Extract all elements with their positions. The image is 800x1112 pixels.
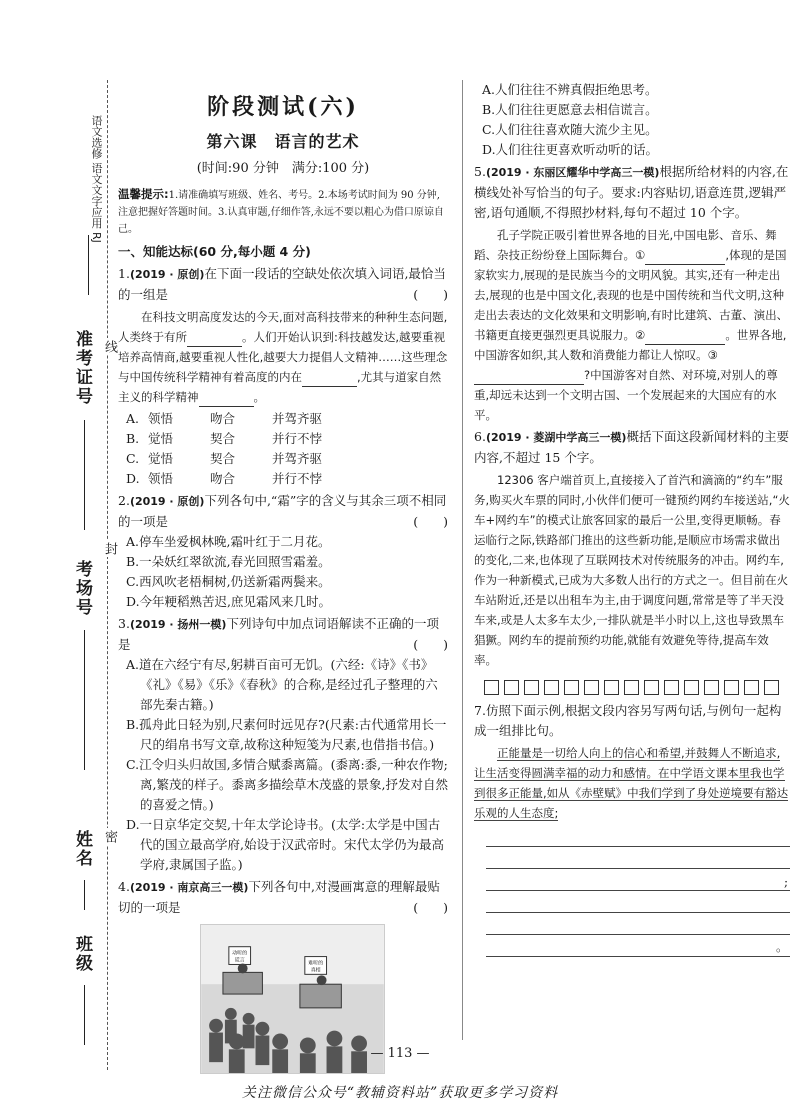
answer-grid	[484, 680, 784, 695]
time-info: (时间:90 分钟 满分:100 分)	[196, 161, 370, 176]
answer-box[interactable]	[564, 680, 579, 695]
passage-text: 孔子学院正吸引着世界各地的目光,中国电影、音乐、舞蹈、杂技正纷纷登上国际舞台。①	[474, 228, 777, 262]
left-column	[118, 80, 448, 1077]
answer-line[interactable]	[486, 869, 790, 891]
question-6-passage: 12306 客户端首页上,直接接入了首汽和滴滴的“约车”服务,购买火车票的同时,小伙伴们便可一键预约网约车接送站,“火车+网约车”的模式让旅客回家的最后一公里,变得更顺畅。春运临行之际,铁路部门推出的这些新功能,是顺应市场需求做出的变化,二来,也体现了互联网技术对传统服务的冲击。网约车,作为一种新模式,已成为大多数人出行的方式之一。但目前在火车站附近,还是以出租车为主,由于调度问题,常常是等了半天没车来,或是人太多车太少,一排队就是半小时以上,这也导致黑车猖獗。网约车的提前预约功能,就能有效避免等待,提高车效率。	[474, 473, 790, 667]
question-7	[474, 701, 790, 741]
page-title: 阶段测试(六)	[207, 94, 359, 120]
sign-lies: 动听的	[232, 950, 248, 957]
fill-blank-3[interactable]	[474, 371, 584, 385]
answer-line[interactable]	[486, 913, 790, 935]
passage-text: 正能量是一切给人向上的信心和希望,并鼓舞人不断追求,让生活变得圆满幸福的动力和感情。在中学语文课本里我也学到很多正能量,如从《赤壁赋》中我们学到了身处逆境要有豁达乐观的人生态度;	[474, 746, 789, 820]
passage-text: 。人们开始认识到:科技越发达,越要重视培养高情商,越要重视人性化,越要大力提倡人文精神……这些理念与中国传统科学精神有着高度的内在	[118, 330, 448, 384]
question-stem: 下列各句中,“霜”字的含义与其余三项不相同的一项是	[118, 493, 447, 529]
answer-box[interactable]	[544, 680, 559, 695]
option-c[interactable]: C. 觉悟 契合 并驾齐驱	[126, 451, 323, 466]
question-number: 5.	[474, 164, 486, 179]
option-a[interactable]: A.道在六经宁有尽,躬耕百亩可无饥。(六经:《诗》《书》《礼》《易》《乐》《春秋》的合称,是经过孔子整理的六部先秦古籍。)	[126, 657, 438, 712]
passage-text: 。	[253, 390, 265, 404]
answer-line[interactable]	[486, 891, 790, 913]
sign-truth: 难听的	[308, 960, 324, 967]
seal-mi: 密	[102, 830, 117, 843]
passage-text: ,体现的是国家软实力,展现的是民族当今的文明风貌。其实,还有一种走出去,展现的也是中国文化,表现的也是中国传统和当代文明,这种走出去表达的文化效果和文明影响,有时比建筑、古董、演出、书籍更直接更强烈更具说服力。②	[474, 248, 789, 342]
question-source: (2019 · 菱湖中学高三一模)	[485, 431, 627, 444]
binding-margin	[0, 0, 117, 1080]
answer-bracket[interactable]: ( )	[413, 637, 448, 652]
question-source: (2019 · 东丽区耀华中学高三一模)	[485, 166, 660, 179]
seal-feng: 封	[102, 542, 117, 555]
answer-box[interactable]	[484, 680, 499, 695]
question-5	[474, 162, 790, 223]
q4-option-a[interactable]: A.人们往往不辨真假拒绝思考。	[482, 82, 658, 97]
answer-bracket[interactable]: ( )	[413, 287, 448, 302]
cut-line	[107, 80, 108, 1070]
answer-box[interactable]	[524, 680, 539, 695]
semicolon-mark: ;	[783, 875, 788, 889]
option-d[interactable]: D. 领悟 吻合 并行不悖	[126, 471, 323, 486]
period-mark: 。	[775, 940, 788, 954]
class-line	[84, 985, 85, 1045]
fill-blank[interactable]	[199, 393, 254, 407]
option-d[interactable]: D.今年粳稻熟苦迟,庶见霜风来几时。	[126, 594, 332, 609]
question-stem: 概括下面这段新闻材料的主要内容,不超过 15 个字。	[474, 429, 789, 465]
answer-box[interactable]	[644, 680, 659, 695]
exam-room-label: 考场号	[72, 560, 92, 617]
question-number: 3.	[118, 616, 130, 631]
option-b[interactable]: B. 觉悟 契合 并行不悖	[126, 431, 323, 446]
answer-bracket[interactable]: ( )	[413, 514, 448, 529]
question-number: 4.	[118, 879, 130, 894]
page-number: — 113 —	[370, 1046, 430, 1061]
answer-box[interactable]	[724, 680, 739, 695]
answer-box[interactable]	[584, 680, 599, 695]
q4-option-c[interactable]: C.人们往往喜欢随大流少主见。	[482, 122, 658, 137]
question-stem: 下列各句中,对漫画寓意的理解最贴切的一项是	[118, 879, 440, 915]
name-line	[84, 880, 85, 910]
answer-box[interactable]	[684, 680, 699, 695]
answer-box[interactable]	[704, 680, 719, 695]
class-label: 班级	[72, 935, 92, 973]
answer-box[interactable]	[664, 680, 679, 695]
answer-lines	[474, 825, 790, 957]
fill-blank[interactable]	[187, 333, 242, 347]
margin-rule	[88, 235, 89, 295]
option-a[interactable]: A.停车坐爱枫林晚,霜叶红于二月花。	[126, 534, 331, 549]
tips-label: 温馨提示:	[118, 187, 169, 201]
question-4	[118, 877, 448, 918]
tips-text: 1.请准确填写班级、姓名、考号。2.本场考试时间为 90 分钟,注意把握好答题时间。3.认真审题,仔细作答,永远不要以粗心为借口原谅自己。	[118, 190, 444, 235]
question-stem: 下列诗句中加点词语解读不正确的一项是	[118, 616, 439, 652]
q4-option-b[interactable]: B.人们往往更愿意去相信谎言。	[482, 102, 658, 117]
question-stem: 仿照下面示例,根据文段内容另写两句话,与例句一起构成一组排比句。	[474, 703, 782, 738]
fill-blank-1[interactable]	[645, 251, 725, 265]
sign-lies-2: 谎言	[234, 957, 245, 964]
option-b[interactable]: B.一朵妖红翠欲流,春光回照雪霜羞。	[126, 554, 331, 569]
answer-box[interactable]	[764, 680, 779, 695]
answer-line[interactable]	[486, 847, 790, 869]
question-source: (2019 · 扬州一模)	[129, 618, 227, 631]
option-a[interactable]: A. 领悟 吻合 并驾齐驱	[126, 411, 323, 426]
question-1	[118, 264, 448, 305]
footer-note: 关注微信公众号“教辅资料站”获取更多学习资料	[241, 1085, 559, 1101]
question-6	[474, 427, 790, 468]
question-stem: 在下面一段话的空缺处依次填入词语,最恰当的一组是	[118, 266, 446, 302]
answer-bracket[interactable]: ( )	[413, 900, 448, 915]
question-7-passage	[474, 743, 790, 823]
column-divider	[462, 80, 463, 1040]
passage-text: ?中国游客对自然、对环境,对别人的尊重,却远未达到一个文明古国、一个发展起来的大国应有的水平。	[474, 368, 778, 422]
option-c[interactable]: C.西风吹老梧桐树,仍送新霜两鬓来。	[126, 574, 331, 589]
tips-block	[118, 186, 448, 238]
exam-room-line	[84, 630, 85, 770]
question-1-options	[118, 409, 448, 489]
question-source: (2019 · 原创)	[129, 495, 205, 508]
fill-blank[interactable]	[302, 373, 357, 387]
series-label: 语文选修 语文文字应用 RJ	[90, 115, 103, 243]
name-label: 姓名	[72, 830, 92, 868]
sign-truth-2: 真相	[310, 967, 321, 974]
lesson-subtitle: 第六课 语言的艺术	[206, 132, 360, 151]
passage-text: ,尤其与道家自然主义的科学精神	[118, 370, 442, 404]
question-stem: 根据所给材料的内容,在横线处补写恰当的句子。要求:内容贴切,语意连贯,逻辑严密,语句通顺,不得照抄材料,每句不超过 10 个字。	[474, 164, 789, 220]
question-2	[118, 491, 448, 532]
question-number: 7.	[474, 703, 486, 718]
ticket-number-line	[84, 420, 85, 530]
answer-box[interactable]	[504, 680, 519, 695]
question-number: 2.	[118, 493, 130, 508]
answer-box[interactable]	[624, 680, 639, 695]
question-number: 6.	[474, 429, 486, 444]
question-3	[118, 614, 448, 655]
question-number: 1.	[118, 266, 130, 281]
passage-text: 在科技文明高度发达的今天,面对高科技带来的种种生态问题,人类终于有所	[118, 310, 448, 344]
section-heading: 一、知能达标(60 分,每小题 4 分)	[118, 244, 311, 259]
right-column	[474, 80, 790, 957]
question-5-passage	[474, 225, 790, 425]
question-source: (2019 · 原创)	[129, 268, 205, 281]
seal-xian: 线	[102, 340, 117, 353]
fill-blank-2[interactable]	[645, 331, 725, 345]
question-1-passage	[118, 307, 448, 407]
option-d[interactable]: D.一日京华定交契,十年太学论诗书。(太学:太学是中国古代的国立最高学府,始设于汉武帝时。宋代太学仍为最高学府,隶属国子监。)	[126, 817, 444, 872]
answer-line[interactable]	[486, 935, 790, 957]
answer-box[interactable]	[744, 680, 759, 695]
answer-box[interactable]	[604, 680, 619, 695]
q4-option-d[interactable]: D.人们往往更喜欢听动听的话。	[482, 142, 659, 157]
option-c[interactable]: C.江令归头归故国,多情合赋黍离篇。(黍离:黍,一种农作物;离,繁茂的样子。黍离多描绘草木茂盛的景象,抒发对自然的喜爱之情。)	[126, 757, 448, 812]
ticket-number-label: 准考证号	[72, 330, 92, 406]
answer-line[interactable]	[486, 825, 790, 847]
option-b[interactable]: B.孤舟此日轻为别,尺素何时远见存?(尺素:古代通常用长一尺的绢帛书写文章,故称这种短笺为尺素,也借指书信。)	[126, 717, 447, 752]
question-source: (2019 · 南京高三一模)	[129, 881, 249, 894]
passage-text: 。世界各地,中国游客如织,其人数和消费能力都让人惊叹。③	[474, 328, 787, 362]
